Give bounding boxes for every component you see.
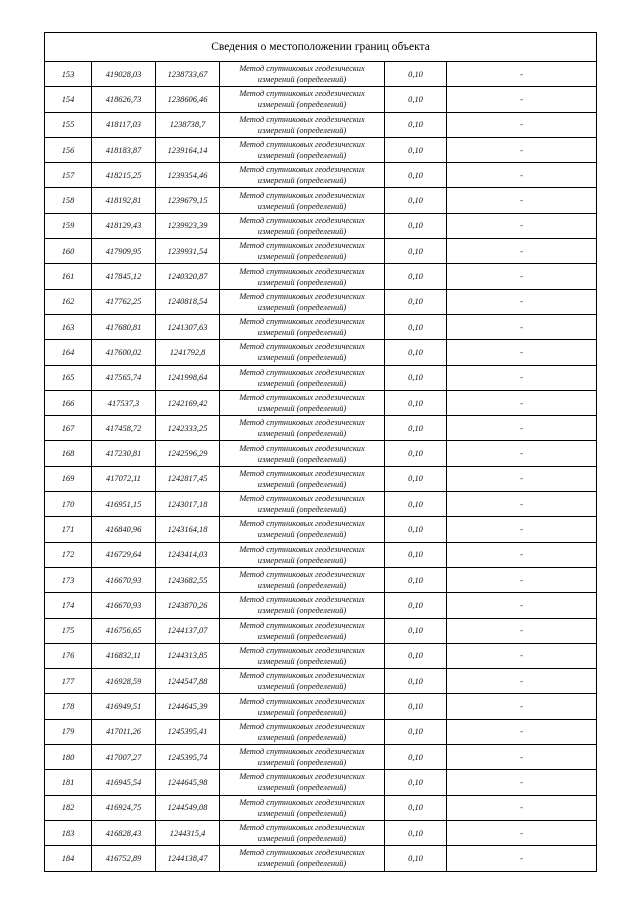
method-line-1: Метод спутниковых геодезических bbox=[239, 342, 365, 352]
coordinate-x: 416945,54 bbox=[92, 770, 156, 795]
coordinate-y: 1244138,47 bbox=[156, 846, 220, 871]
method-cell bbox=[220, 314, 385, 339]
accuracy-value: 0,10 bbox=[385, 112, 447, 137]
accuracy-value: 0,10 bbox=[385, 62, 447, 87]
method-cell bbox=[220, 719, 385, 744]
coordinate-y: 1239923,39 bbox=[156, 213, 220, 238]
accuracy-value: 0,10 bbox=[385, 669, 447, 694]
method-cell bbox=[220, 163, 385, 188]
coordinate-y: 1244549,08 bbox=[156, 795, 220, 820]
coordinate-y: 1240818,54 bbox=[156, 289, 220, 314]
coordinate-x: 416670,93 bbox=[92, 567, 156, 592]
method-line-1: Метод спутниковых геодезических bbox=[239, 671, 365, 681]
accuracy-value: 0,10 bbox=[385, 137, 447, 162]
point-number: 183 bbox=[45, 820, 92, 845]
coordinate-y: 1239354,46 bbox=[156, 163, 220, 188]
coordinate-x: 418129,43 bbox=[92, 213, 156, 238]
point-number: 181 bbox=[45, 770, 92, 795]
coordinate-x: 417230,81 bbox=[92, 441, 156, 466]
method-line-1: Метод спутниковых геодезических bbox=[239, 620, 365, 630]
coordinate-x: 416928,59 bbox=[92, 669, 156, 694]
description-cell: - bbox=[447, 62, 597, 87]
method-line-2: измерений (определений) bbox=[257, 226, 347, 236]
method-cell bbox=[220, 239, 385, 264]
point-number: 160 bbox=[45, 239, 92, 264]
accuracy-value: 0,10 bbox=[385, 314, 447, 339]
description-cell: - bbox=[447, 643, 597, 668]
table-row bbox=[45, 466, 597, 491]
method-line-1: Метод спутниковых геодезических bbox=[239, 140, 365, 150]
accuracy-value: 0,10 bbox=[385, 87, 447, 112]
method-cell bbox=[220, 441, 385, 466]
point-number: 173 bbox=[45, 567, 92, 592]
coordinate-x: 416752,89 bbox=[92, 846, 156, 871]
method-line-2: измерений (определений) bbox=[257, 606, 347, 616]
table-row bbox=[45, 365, 597, 390]
description-cell: - bbox=[447, 314, 597, 339]
boundary-coordinates-table bbox=[44, 32, 597, 872]
accuracy-value: 0,10 bbox=[385, 466, 447, 491]
table-row bbox=[45, 492, 597, 517]
coordinate-x: 416756,65 bbox=[92, 618, 156, 643]
table-row bbox=[45, 441, 597, 466]
method-cell bbox=[220, 365, 385, 390]
coordinate-y: 1243870,26 bbox=[156, 593, 220, 618]
table-row bbox=[45, 188, 597, 213]
method-line-2: измерений (определений) bbox=[257, 808, 347, 818]
point-number: 169 bbox=[45, 466, 92, 491]
coordinate-x: 417011,26 bbox=[92, 719, 156, 744]
description-cell: - bbox=[447, 770, 597, 795]
coordinate-y: 1244645,39 bbox=[156, 694, 220, 719]
method-cell bbox=[220, 795, 385, 820]
description-cell: - bbox=[447, 239, 597, 264]
description-cell: - bbox=[447, 795, 597, 820]
coordinate-x: 418215,25 bbox=[92, 163, 156, 188]
point-number: 175 bbox=[45, 618, 92, 643]
coordinate-y: 1244313,85 bbox=[156, 643, 220, 668]
method-line-1: Метод спутниковых геодезических bbox=[239, 266, 365, 276]
method-line-2: измерений (определений) bbox=[257, 100, 347, 110]
coordinate-y: 1240320,87 bbox=[156, 264, 220, 289]
table-header-row bbox=[45, 33, 597, 62]
method-line-1: Метод спутниковых геодезических bbox=[239, 291, 365, 301]
method-line-1: Метод спутниковых геодезических bbox=[239, 696, 365, 706]
table-title: Сведения о местоположении границ объекта bbox=[45, 33, 597, 62]
coordinate-y: 1239164,14 bbox=[156, 137, 220, 162]
method-cell bbox=[220, 618, 385, 643]
accuracy-value: 0,10 bbox=[385, 745, 447, 770]
method-line-2: измерений (определений) bbox=[257, 859, 347, 869]
method-line-2: измерений (определений) bbox=[257, 429, 347, 439]
table-row bbox=[45, 340, 597, 365]
accuracy-value: 0,10 bbox=[385, 264, 447, 289]
method-cell bbox=[220, 492, 385, 517]
description-cell: - bbox=[447, 188, 597, 213]
coordinate-y: 1245395,74 bbox=[156, 745, 220, 770]
accuracy-value: 0,10 bbox=[385, 188, 447, 213]
accuracy-value: 0,10 bbox=[385, 441, 447, 466]
method-cell bbox=[220, 770, 385, 795]
method-line-1: Метод спутниковых геодезических bbox=[239, 544, 365, 554]
description-cell: - bbox=[447, 745, 597, 770]
coordinate-y: 1242596,29 bbox=[156, 441, 220, 466]
description-cell: - bbox=[447, 87, 597, 112]
accuracy-value: 0,10 bbox=[385, 365, 447, 390]
coordinate-x: 417680,81 bbox=[92, 314, 156, 339]
point-number: 168 bbox=[45, 441, 92, 466]
accuracy-value: 0,10 bbox=[385, 517, 447, 542]
point-number: 164 bbox=[45, 340, 92, 365]
method-line-2: измерений (определений) bbox=[257, 581, 347, 591]
method-line-2: измерений (определений) bbox=[257, 631, 347, 641]
method-line-2: измерений (определений) bbox=[257, 328, 347, 338]
method-line-1: Метод спутниковых геодезических bbox=[239, 721, 365, 731]
table-row bbox=[45, 820, 597, 845]
method-line-2: измерений (определений) bbox=[257, 707, 347, 717]
method-line-1: Метод спутниковых геодезических bbox=[239, 215, 365, 225]
method-line-2: измерений (определений) bbox=[257, 530, 347, 540]
method-cell bbox=[220, 264, 385, 289]
coordinate-y: 1244137,07 bbox=[156, 618, 220, 643]
accuracy-value: 0,10 bbox=[385, 213, 447, 238]
coordinate-y: 1239931,54 bbox=[156, 239, 220, 264]
coordinate-x: 416670,93 bbox=[92, 593, 156, 618]
table-row bbox=[45, 669, 597, 694]
point-number: 178 bbox=[45, 694, 92, 719]
coordinate-x: 417537,3 bbox=[92, 390, 156, 415]
description-cell: - bbox=[447, 517, 597, 542]
coordinate-y: 1242169,42 bbox=[156, 390, 220, 415]
table-row bbox=[45, 795, 597, 820]
point-number: 165 bbox=[45, 365, 92, 390]
method-cell bbox=[220, 643, 385, 668]
coordinate-y: 1245395,41 bbox=[156, 719, 220, 744]
table-row bbox=[45, 745, 597, 770]
coordinate-y: 1238738,7 bbox=[156, 112, 220, 137]
description-cell: - bbox=[447, 820, 597, 845]
method-line-2: измерений (определений) bbox=[257, 783, 347, 793]
coordinate-x: 417909,95 bbox=[92, 239, 156, 264]
point-number: 184 bbox=[45, 846, 92, 871]
description-cell: - bbox=[447, 542, 597, 567]
method-line-2: измерений (определений) bbox=[257, 656, 347, 666]
accuracy-value: 0,10 bbox=[385, 567, 447, 592]
accuracy-value: 0,10 bbox=[385, 416, 447, 441]
method-cell bbox=[220, 745, 385, 770]
coordinate-x: 417600,02 bbox=[92, 340, 156, 365]
point-number: 153 bbox=[45, 62, 92, 87]
method-line-2: измерений (определений) bbox=[257, 758, 347, 768]
description-cell: - bbox=[447, 593, 597, 618]
method-cell bbox=[220, 669, 385, 694]
point-number: 174 bbox=[45, 593, 92, 618]
point-number: 154 bbox=[45, 87, 92, 112]
accuracy-value: 0,10 bbox=[385, 542, 447, 567]
method-cell bbox=[220, 213, 385, 238]
coordinate-x: 418192,81 bbox=[92, 188, 156, 213]
point-number: 155 bbox=[45, 112, 92, 137]
method-cell bbox=[220, 567, 385, 592]
point-number: 182 bbox=[45, 795, 92, 820]
point-number: 167 bbox=[45, 416, 92, 441]
point-number: 177 bbox=[45, 669, 92, 694]
table-row bbox=[45, 694, 597, 719]
method-line-2: измерений (определений) bbox=[257, 378, 347, 388]
method-line-1: Метод спутниковых геодезических bbox=[239, 570, 365, 580]
method-line-1: Метод спутниковых геодезических bbox=[239, 519, 365, 529]
point-number: 180 bbox=[45, 745, 92, 770]
method-line-1: Метод спутниковых геодезических bbox=[239, 317, 365, 327]
coordinate-x: 416840,96 bbox=[92, 517, 156, 542]
accuracy-value: 0,10 bbox=[385, 770, 447, 795]
table-row bbox=[45, 719, 597, 744]
description-cell: - bbox=[447, 694, 597, 719]
table-row bbox=[45, 643, 597, 668]
table-row bbox=[45, 239, 597, 264]
coordinate-y: 1241792,8 bbox=[156, 340, 220, 365]
table-row bbox=[45, 846, 597, 871]
table-row bbox=[45, 87, 597, 112]
method-line-1: Метод спутниковых геодезических bbox=[239, 190, 365, 200]
method-line-1: Метод спутниковых геодезических bbox=[239, 468, 365, 478]
coordinate-y: 1242333,25 bbox=[156, 416, 220, 441]
method-cell bbox=[220, 289, 385, 314]
method-line-2: измерений (определений) bbox=[257, 252, 347, 262]
method-line-1: Метод спутниковых геодезических bbox=[239, 823, 365, 833]
accuracy-value: 0,10 bbox=[385, 694, 447, 719]
method-line-1: Метод спутниковых геодезических bbox=[239, 393, 365, 402]
point-number: 161 bbox=[45, 264, 92, 289]
method-line-2: измерений (определений) bbox=[257, 404, 347, 413]
point-number: 170 bbox=[45, 492, 92, 517]
accuracy-value: 0,10 bbox=[385, 239, 447, 264]
accuracy-value: 0,10 bbox=[385, 846, 447, 871]
coordinate-x: 416729,64 bbox=[92, 542, 156, 567]
coordinate-x: 418183,87 bbox=[92, 137, 156, 162]
point-number: 171 bbox=[45, 517, 92, 542]
coordinate-y: 1238606,46 bbox=[156, 87, 220, 112]
method-line-1: Метод спутниковых геодезических bbox=[239, 418, 365, 428]
method-cell bbox=[220, 137, 385, 162]
method-line-2: измерений (определений) bbox=[257, 201, 347, 211]
accuracy-value: 0,10 bbox=[385, 163, 447, 188]
coordinate-y: 1239679,15 bbox=[156, 188, 220, 213]
method-line-1: Метод спутниковых геодезических bbox=[239, 89, 365, 99]
coordinate-x: 417845,12 bbox=[92, 264, 156, 289]
method-line-1: Метод спутниковых геодезических bbox=[239, 848, 365, 858]
method-line-2: измерений (определений) bbox=[257, 176, 347, 186]
method-line-1: Метод спутниковых геодезических bbox=[239, 797, 365, 807]
method-cell bbox=[220, 188, 385, 213]
method-line-1: Метод спутниковых геодезических bbox=[239, 367, 365, 377]
coordinate-x: 416924,75 bbox=[92, 795, 156, 820]
method-line-2: измерений (определений) bbox=[257, 732, 347, 742]
coordinate-x: 418626,73 bbox=[92, 87, 156, 112]
table-body bbox=[45, 33, 597, 872]
description-cell: - bbox=[447, 365, 597, 390]
coordinate-x: 417762,25 bbox=[92, 289, 156, 314]
accuracy-value: 0,10 bbox=[385, 340, 447, 365]
method-line-1: Метод спутниковых геодезических bbox=[239, 165, 365, 175]
method-line-1: Метод спутниковых геодезических bbox=[239, 494, 365, 504]
method-line-2: измерений (определений) bbox=[257, 302, 347, 312]
method-line-1: Метод спутниковых геодезических bbox=[239, 64, 365, 74]
point-number: 176 bbox=[45, 643, 92, 668]
table-row bbox=[45, 112, 597, 137]
description-cell: - bbox=[447, 340, 597, 365]
coordinate-x: 416949,51 bbox=[92, 694, 156, 719]
table-row bbox=[45, 163, 597, 188]
method-cell bbox=[220, 517, 385, 542]
table-row bbox=[45, 264, 597, 289]
method-line-2: измерений (определений) bbox=[257, 277, 347, 287]
coordinate-y: 1241307,63 bbox=[156, 314, 220, 339]
accuracy-value: 0,10 bbox=[385, 820, 447, 845]
coordinate-x: 417072,11 bbox=[92, 466, 156, 491]
accuracy-value: 0,10 bbox=[385, 593, 447, 618]
description-cell: - bbox=[447, 264, 597, 289]
method-line-1: Метод спутниковых геодезических bbox=[239, 772, 365, 782]
method-cell bbox=[220, 593, 385, 618]
coordinate-x: 417565,74 bbox=[92, 365, 156, 390]
table-row bbox=[45, 542, 597, 567]
coordinate-y: 1243017,18 bbox=[156, 492, 220, 517]
coordinate-y: 1244645,98 bbox=[156, 770, 220, 795]
coordinate-y: 1243414,03 bbox=[156, 542, 220, 567]
method-cell bbox=[220, 112, 385, 137]
method-line-2: измерений (определений) bbox=[257, 834, 347, 844]
table-row bbox=[45, 137, 597, 162]
description-cell: - bbox=[447, 846, 597, 871]
description-cell: - bbox=[447, 416, 597, 441]
method-line-2: измерений (определений) bbox=[257, 125, 347, 135]
coordinate-x: 417007,27 bbox=[92, 745, 156, 770]
coordinate-y: 1244547,88 bbox=[156, 669, 220, 694]
method-line-2: измерений (определений) bbox=[257, 505, 347, 515]
method-line-2: измерений (определений) bbox=[257, 479, 347, 489]
accuracy-value: 0,10 bbox=[385, 618, 447, 643]
description-cell: - bbox=[447, 618, 597, 643]
method-line-1: Метод спутниковых геодезических bbox=[239, 443, 365, 453]
table-row bbox=[45, 314, 597, 339]
point-number: 156 bbox=[45, 137, 92, 162]
method-cell bbox=[220, 820, 385, 845]
table-row bbox=[45, 213, 597, 238]
method-cell bbox=[220, 846, 385, 871]
method-line-2: измерений (определений) bbox=[257, 454, 347, 464]
method-cell bbox=[220, 62, 385, 87]
accuracy-value: 0,10 bbox=[385, 390, 447, 415]
method-line-2: измерений (определений) bbox=[257, 75, 347, 85]
table-row bbox=[45, 390, 597, 415]
coordinate-y: 1244315,4 bbox=[156, 820, 220, 845]
table-row bbox=[45, 593, 597, 618]
accuracy-value: 0,10 bbox=[385, 795, 447, 820]
method-line-2: измерений (определений) bbox=[257, 151, 347, 161]
method-cell bbox=[220, 87, 385, 112]
point-number: 158 bbox=[45, 188, 92, 213]
method-line-1: Метод спутниковых геодезических bbox=[239, 645, 365, 655]
coordinate-y: 1242817,45 bbox=[156, 466, 220, 491]
description-cell: - bbox=[447, 390, 597, 415]
table-row bbox=[45, 770, 597, 795]
description-cell: - bbox=[447, 112, 597, 137]
coordinate-x: 416828,43 bbox=[92, 820, 156, 845]
method-line-1: Метод спутниковых геодезических bbox=[239, 747, 365, 757]
description-cell: - bbox=[447, 137, 597, 162]
description-cell: - bbox=[447, 163, 597, 188]
coordinate-x: 416951,15 bbox=[92, 492, 156, 517]
accuracy-value: 0,10 bbox=[385, 719, 447, 744]
point-number: 157 bbox=[45, 163, 92, 188]
description-cell: - bbox=[447, 719, 597, 744]
point-number: 166 bbox=[45, 390, 92, 415]
description-cell: - bbox=[447, 441, 597, 466]
coordinate-y: 1243164,18 bbox=[156, 517, 220, 542]
coordinate-x: 419028,03 bbox=[92, 62, 156, 87]
coordinate-x: 417458,72 bbox=[92, 416, 156, 441]
point-number: 159 bbox=[45, 213, 92, 238]
method-cell bbox=[220, 466, 385, 491]
accuracy-value: 0,10 bbox=[385, 643, 447, 668]
method-cell bbox=[220, 542, 385, 567]
point-number: 162 bbox=[45, 289, 92, 314]
description-cell: - bbox=[447, 567, 597, 592]
method-line-1: Метод спутниковых геодезических bbox=[239, 595, 365, 605]
method-line-2: измерений (определений) bbox=[257, 353, 347, 363]
description-cell: - bbox=[447, 492, 597, 517]
method-cell bbox=[220, 340, 385, 365]
table-row bbox=[45, 62, 597, 87]
table-row bbox=[45, 517, 597, 542]
table-row bbox=[45, 416, 597, 441]
coordinate-y: 1238733,67 bbox=[156, 62, 220, 87]
coordinate-y: 1241998,64 bbox=[156, 365, 220, 390]
method-line-2: измерений (определений) bbox=[257, 555, 347, 565]
method-cell bbox=[220, 694, 385, 719]
method-line-1: Метод спутниковых геодезических bbox=[239, 114, 365, 124]
table-row bbox=[45, 289, 597, 314]
table-row bbox=[45, 618, 597, 643]
description-cell: - bbox=[447, 669, 597, 694]
table-row bbox=[45, 567, 597, 592]
point-number: 179 bbox=[45, 719, 92, 744]
accuracy-value: 0,10 bbox=[385, 289, 447, 314]
description-cell: - bbox=[447, 213, 597, 238]
description-cell: - bbox=[447, 466, 597, 491]
method-cell bbox=[220, 390, 385, 415]
coordinate-y: 1243682,55 bbox=[156, 567, 220, 592]
method-line-2: измерений (определений) bbox=[257, 682, 347, 692]
coordinate-x: 418117,03 bbox=[92, 112, 156, 137]
point-number: 172 bbox=[45, 542, 92, 567]
description-cell: - bbox=[447, 289, 597, 314]
point-number: 163 bbox=[45, 314, 92, 339]
method-line-1: Метод спутниковых геодезических bbox=[239, 241, 365, 251]
method-cell bbox=[220, 416, 385, 441]
coordinate-x: 416832,11 bbox=[92, 643, 156, 668]
accuracy-value: 0,10 bbox=[385, 492, 447, 517]
